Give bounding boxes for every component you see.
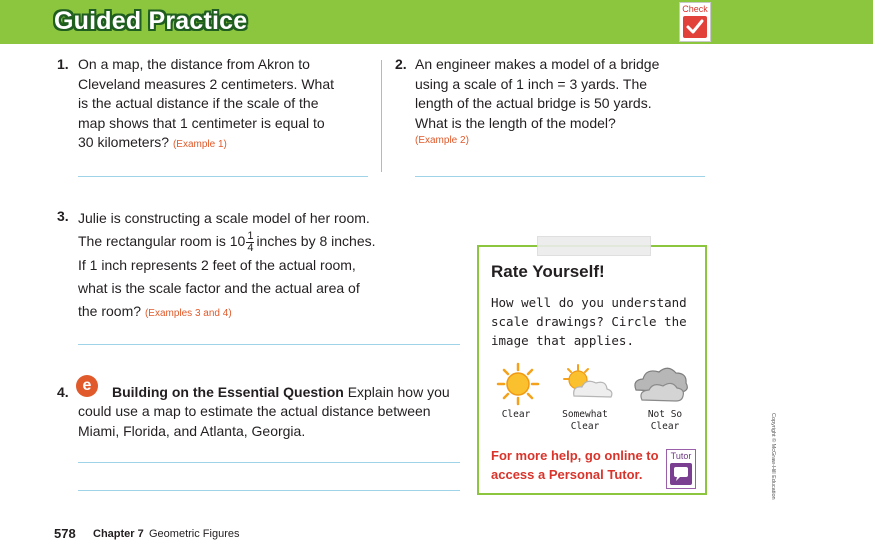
problem-2-text — [415, 55, 715, 149]
problem-3-line: what is the scale factor and the actual area of — [78, 279, 360, 296]
check-button[interactable] — [679, 2, 711, 42]
tutor-button[interactable] — [666, 449, 696, 489]
problem-4-line-1-rest: Explain how you — [347, 384, 450, 400]
rate-yourself-title: Rate Yourself! — [491, 262, 605, 281]
problem-2-ref[interactable]: (Example 2) — [415, 135, 469, 146]
problem-1-line: On a map, the distance from Akron to — [78, 56, 310, 72]
partly-cloudy-icon[interactable] — [558, 362, 616, 406]
problem-3-number: 3. — [57, 208, 69, 224]
copyright-notice — [765, 413, 775, 503]
problem-2-number: 2. — [395, 56, 407, 72]
problem-3-line — [78, 230, 408, 254]
page-number: 578 — [54, 526, 76, 541]
problem-1-line: is the actual distance if the scale of the — [78, 95, 319, 111]
problem-2-answer-line[interactable] — [415, 176, 705, 177]
fraction-denominator: 4 — [247, 241, 254, 254]
problem-3-ref[interactable]: (Examples 3 and 4) — [144, 307, 232, 319]
option-not-so-clear-label — [637, 409, 693, 433]
problem-3-line: If 1 inch represents 2 feet of the actual room, — [78, 256, 356, 273]
option-label-line: Clear — [501, 409, 531, 420]
problem-4-number: 4. — [57, 384, 69, 400]
check-label: Check — [682, 4, 708, 14]
fraction-numerator: 1 — [247, 229, 254, 242]
tape-decoration — [537, 236, 651, 256]
rate-prompt-line: How well do you understand — [491, 295, 687, 310]
rate-prompt-line: image that applies. — [491, 333, 634, 348]
problem-3-line-2-rest: inches by 8 inches. — [256, 233, 376, 249]
problem-1-line: Cleveland measures 2 centimeters. What — [78, 75, 334, 92]
rate-prompt-line: scale drawings? Circle the — [491, 314, 687, 329]
problem-4-heading: Building on the Essential Question — [112, 384, 344, 400]
problem-3-mixed-whole: The rectangular room is 10 — [78, 233, 246, 249]
option-somewhat-clear-label — [553, 409, 617, 433]
online-help-text — [491, 446, 661, 484]
fraction-one-quarter — [246, 231, 254, 254]
chapter-label: Chapter 7 — [93, 528, 144, 540]
column-divider — [381, 60, 382, 172]
problem-3-line — [78, 300, 408, 325]
checkmark-icon — [683, 16, 707, 38]
cloudy-icon[interactable] — [630, 360, 690, 406]
tutor-label: Tutor — [670, 451, 692, 461]
problem-2-line: An engineer makes a model of a bridge — [415, 56, 660, 72]
problem-4-line-1 — [112, 383, 472, 403]
problem-3-line: Julie is constructing a scale model of her room. — [78, 210, 370, 226]
option-label-line: Clear — [650, 421, 680, 432]
option-label-line: Somewhat — [562, 409, 608, 420]
problem-4-line: could use a map to estimate the actual distance between — [78, 403, 431, 419]
rate-yourself-prompt — [491, 293, 696, 350]
problem-1-answer-line[interactable] — [78, 176, 368, 177]
problem-4-line: Miami, Florida, and Atlanta, Georgia. — [78, 422, 306, 439]
problem-3-text — [78, 207, 408, 325]
speech-bubble-icon — [670, 463, 692, 485]
problem-1-line: map shows that 1 centimeter is equal to — [78, 114, 325, 131]
help-line: For more help, go online to — [491, 448, 659, 463]
problem-4-text — [78, 402, 468, 441]
problem-1-ref[interactable]: (Example 1) — [172, 139, 227, 150]
copyright-text: Copyright © McGraw-Hill Education — [770, 413, 776, 500]
page-title: Guided Practice — [54, 7, 248, 35]
problem-3-answer-line[interactable] — [78, 344, 460, 345]
problem-4-answer-line-2[interactable] — [78, 490, 460, 491]
help-line: access a Personal Tutor. — [491, 467, 643, 482]
essential-question-icon: e — [76, 375, 98, 397]
problem-1-line — [78, 133, 378, 155]
problem-2-line: length of the actual bridge is 50 yards. — [415, 95, 652, 111]
option-label-line: Not So — [647, 409, 683, 420]
option-label-line: Clear — [570, 421, 600, 432]
chapter-title: Geometric Figures — [149, 528, 240, 540]
problem-1-text — [78, 55, 378, 155]
sun-icon[interactable] — [496, 362, 540, 406]
problem-2-line: What is the length of the model? — [415, 114, 616, 131]
problem-1-number: 1. — [57, 56, 69, 72]
problem-4-answer-line-1[interactable] — [78, 462, 460, 463]
problem-3-last-line: the room? — [78, 302, 142, 319]
option-clear-label — [494, 409, 538, 421]
problem-1-last-line: 30 kilometers? — [78, 134, 170, 150]
problem-2-line: using a scale of 1 inch = 3 yards. The — [415, 75, 648, 92]
